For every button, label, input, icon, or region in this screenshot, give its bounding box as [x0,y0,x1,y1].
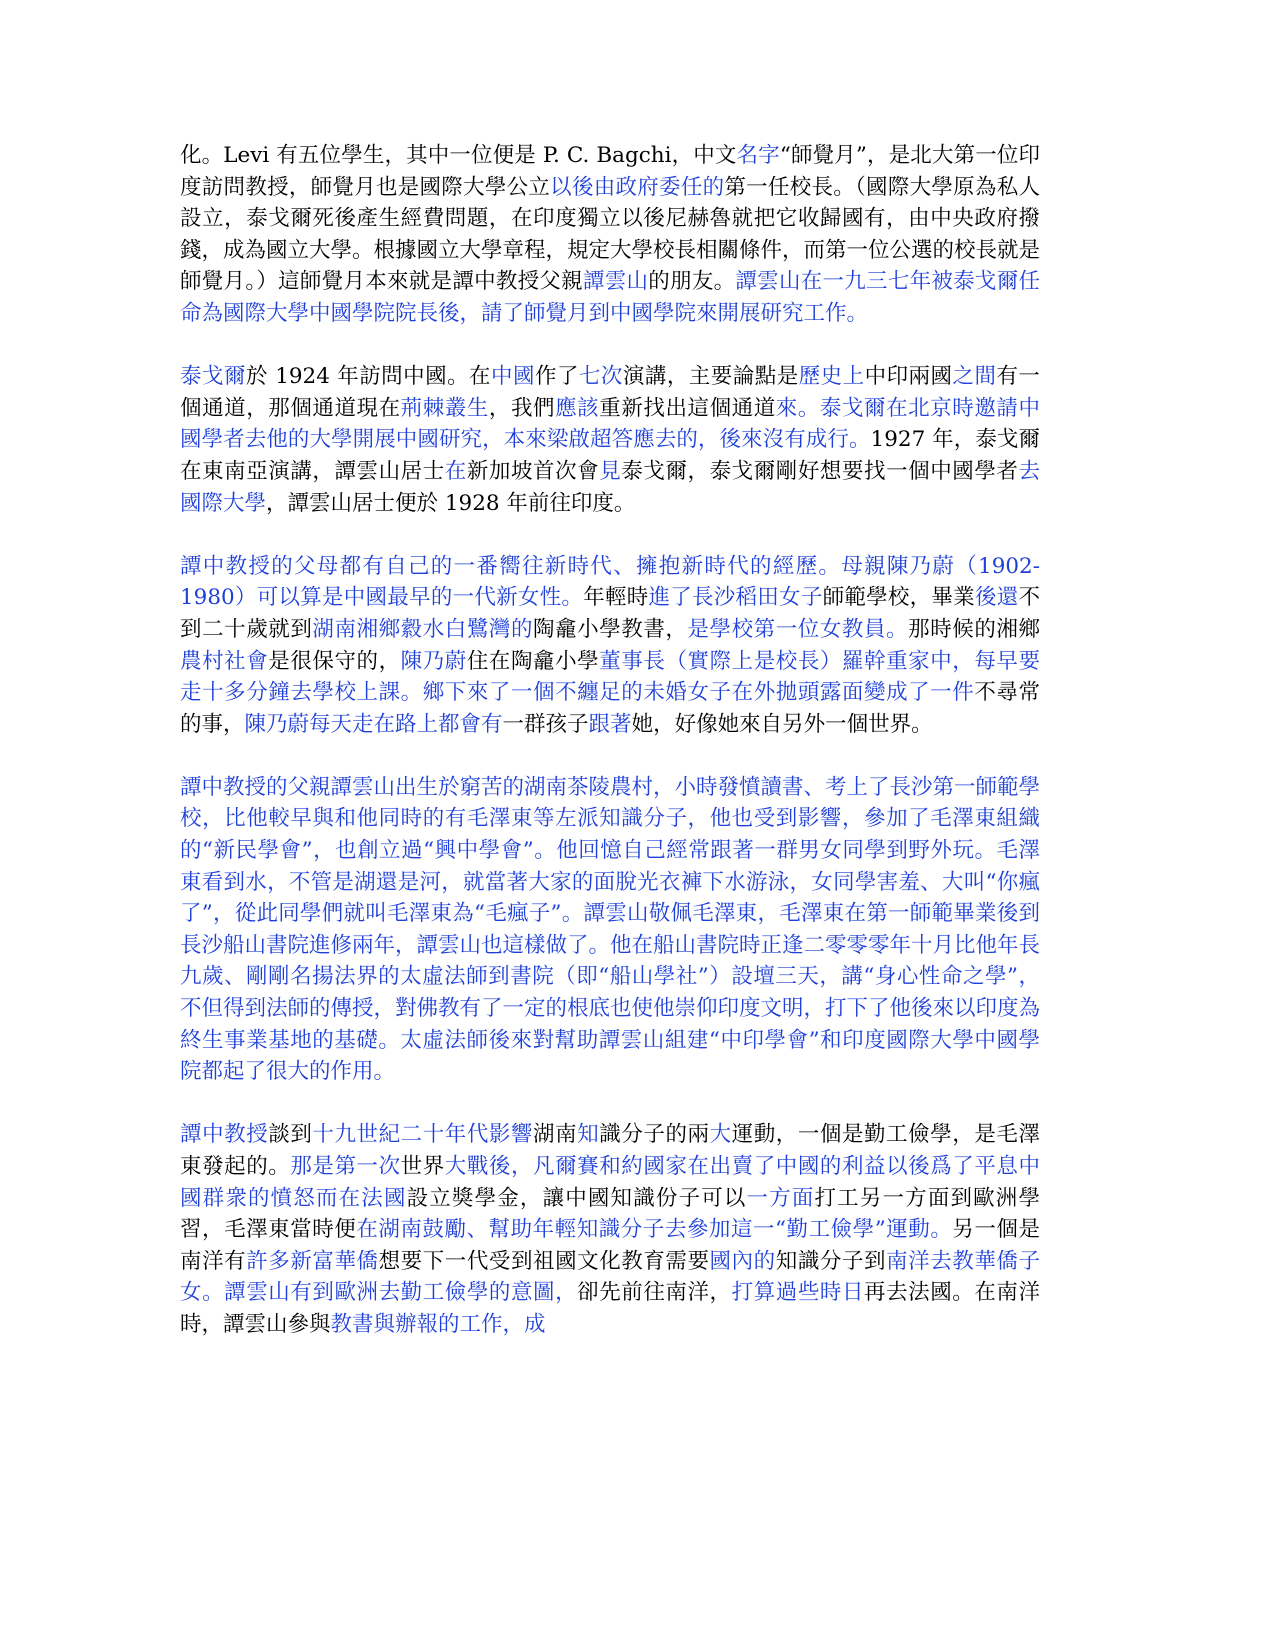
body-text: 年輕時 [583,585,649,611]
body-text: 不尋常的事， [180,680,1040,737]
highlighted-text: 見 [599,458,622,484]
highlighted-text: 董事長（實際上是校長）羅幹重家中，每早要走十多分鐘去學校上課。鄉下來了一個不纏足的未婚女子在外拋頭露面變成了一件 [180,648,1040,706]
body-text: 設立獎學金，讓中國知識份子可以 [406,1185,747,1211]
highlighted-text: 中國 [491,364,535,390]
highlighted-text: 譚中教授 [180,1122,269,1148]
body-text: 新加坡首次會 [466,458,600,484]
body-text: 演講，主要論點是 [622,364,799,390]
document-page [180,140,1040,1341]
body-text: 陶龕小學教書， [533,616,688,642]
paragraph-2 [180,361,1040,519]
paragraph-4 [180,772,1040,1088]
body-text: 作了 [534,364,579,390]
body-text: 的朋友。 [648,269,736,295]
highlighted-text: 應該 [555,395,600,421]
highlighted-text: 農村社會 [180,648,269,674]
paragraph-1 [180,140,1040,330]
body-text: ，我們 [488,395,556,421]
highlighted-text: 打算過些時日 [731,1280,865,1306]
body-text: 重新找出這個通道 [599,395,776,421]
highlighted-text: 荊棘叢生 [400,395,489,421]
body-text: 識分子的兩 [599,1122,710,1148]
body-text: 有一個通道，那個通道現在 [180,364,1040,421]
highlighted-text: 在湖南鼓勵、幫助年輕知識分子去參加這一“勤工儉學”運動。 [356,1217,953,1243]
highlighted-text: 大戰後，凡爾賽和約國家在出賣了中國的利益以後爲了平息中國群衆的憤怒而在法國 [180,1154,1040,1211]
highlighted-text: 在 [444,458,467,484]
body-text: ，譚雲山居士便於 1928 年前往印度。 [266,490,636,516]
body-text: 談到 [268,1122,313,1148]
highlighted-text: 許多新富華僑 [246,1248,379,1274]
highlighted-text: 陳乃蔚每天走在路上都會有 [244,711,503,737]
body-text: 師範學校，畢業 [822,585,975,611]
highlighted-text: 譚雲山 [582,269,649,295]
highlighted-text: 陳乃蔚 [400,648,467,674]
highlighted-text: 教書與辦報的工作，成 [330,1311,546,1337]
highlighted-text: 名字 [736,143,780,168]
body-text: 是很保守的， [268,648,401,674]
highlighted-text: 南洋去教華僑子女。譚雲山有到歐洲去勤工儉學的意圖， [180,1248,1040,1306]
body-text: 她，好像她來自另外一個世界。 [631,711,933,737]
highlighted-text: 是學校第一位女教員。 [687,616,909,642]
body-text: “師覺月”，是北大第一位印度訪問教授，師覺月也是國際大學公立 [180,143,1040,200]
body-text: 打工另一方面到歐洲學習，毛澤東當時便 [180,1185,1040,1243]
highlighted-text: 那是第一次 [290,1154,401,1179]
highlighted-text: 譚中教授的父母都有自己的一番嚮往新時代、擁抱新時代的經歷。母親陳乃蔚（1902-1980）可以算是中國最早的一代新女性。 [180,553,1040,611]
highlighted-text: 跟著 [588,711,632,737]
highlighted-text: 後還 [974,585,1019,611]
highlighted-text: 之間 [952,364,997,390]
body-text: 泰戈爾，泰戈爾剛好想要找一個中國學者 [621,458,1019,484]
highlighted-text: 以後由政府委任的 [550,174,725,200]
body-text: 於 1924 年訪問中國。在 [245,364,492,390]
highlighted-text: 歷史上 [798,364,865,390]
highlighted-text: 十九世紀二十年代影響 [312,1122,534,1148]
highlighted-text: 譚中教授的父親譚雲山出生於窮苦的湖南茶陵農村，小時發憤讀書、考上了長沙第一師範學校，比他較早與和他同時的有毛澤東等左派知識分子，他也受到影響，參加了毛澤東組織的“新民學會”，也創立過“興中學會”。他回憶自己經常跟著一群男女同學到野外玩。毛澤東看到水，不管是湖還是河，就當著大家的面脫光衣褲下水游泳，女同學害羞、大叫“你瘋了”，從此同學們就叫毛澤東為“毛瘋子”。譚雲山敬佩毛澤東，毛澤東在第一師範畢業後到長沙船山書院進修兩年，譚雲山也這樣做了。他在船山書院時正逢二零零零年十月比他年長九歲、剛剛名揚法界的太虛法師到書院（即“船山學社”）設壇三天，講“身心性命之學”，不但得到法師的傳授，對佛教有了一定的根底也使他崇仰印度文明，打下了他後來以印度為終生事業基地的基礎。太虛法師後來對幫助譚雲山組建“中印學會”和印度國際大學中國學院都起了很大的作用。 [180,774,1041,1085]
highlighted-text: 七次 [578,364,623,390]
highlighted-text: 知 [577,1122,600,1148]
body-text: 化。Levi 有五位學生，其中一位便是 P. C. Bagchi，中文 [180,143,737,168]
body-text: 想要下一代受到祖國文化教育需要 [378,1248,710,1274]
highlighted-text: 譚雲山在一九三七年被泰戈爾任命為國際大學中國學院院長後，請了師覺月到中國學院來開展研究工作。 [180,269,1040,326]
body-text: 不到二十歲就到 [180,585,1040,642]
highlighted-text: 來。泰戈爾在北京時邀請中國學者去他的大學開展中國研究，本來梁啟超答應去的，後來沒有成行。 [180,395,1040,453]
body-text: 卻先前往南洋， [577,1280,732,1306]
body-text: 那時候的湘鄉 [908,616,1040,642]
paragraph-3 [180,551,1040,741]
highlighted-text: 國內的 [709,1248,776,1274]
highlighted-text: 去國際大學 [180,458,1040,516]
body-text: 中印兩國 [864,364,953,390]
body-text: 另一個是南洋有 [180,1217,1040,1274]
body-text: 運動，一個是勤工儉學，是毛澤東發起的。 [180,1122,1040,1179]
body-text: 再去法國。在南洋時，譚雲山參與 [180,1280,1040,1337]
body-text: 1927 年，泰戈爾在東南亞演講，譚雲山居士 [180,427,1040,484]
paragraph-5 [180,1119,1040,1340]
body-text: 住在陶龕小學 [466,648,600,674]
highlighted-text: 一方面 [746,1185,815,1211]
highlighted-text: 湖南湘鄉縠水白鷺灣的 [312,616,534,642]
body-text: 知識分子到 [775,1248,887,1274]
highlighted-text: 進了長沙稻田女子 [648,585,823,611]
highlighted-text: 大 [709,1122,732,1148]
highlighted-text: 泰戈爾 [180,364,246,390]
body-text: 世界 [400,1154,445,1179]
body-text: 一群孩子 [502,711,589,737]
body-text: 第一任校長。（國際大學原為私人設立，泰戈爾死後產生經費問題，在印度獨立以後尼赫魯就把它收歸國有，由中央政府撥錢，成為國立大學。根據國立大學章程，規定大學校長相關條件，而第一位公選的校長就是師覺月。）這師覺月本來就是譚中教授父親 [180,174,1041,295]
body-text: 湖南 [533,1122,578,1148]
